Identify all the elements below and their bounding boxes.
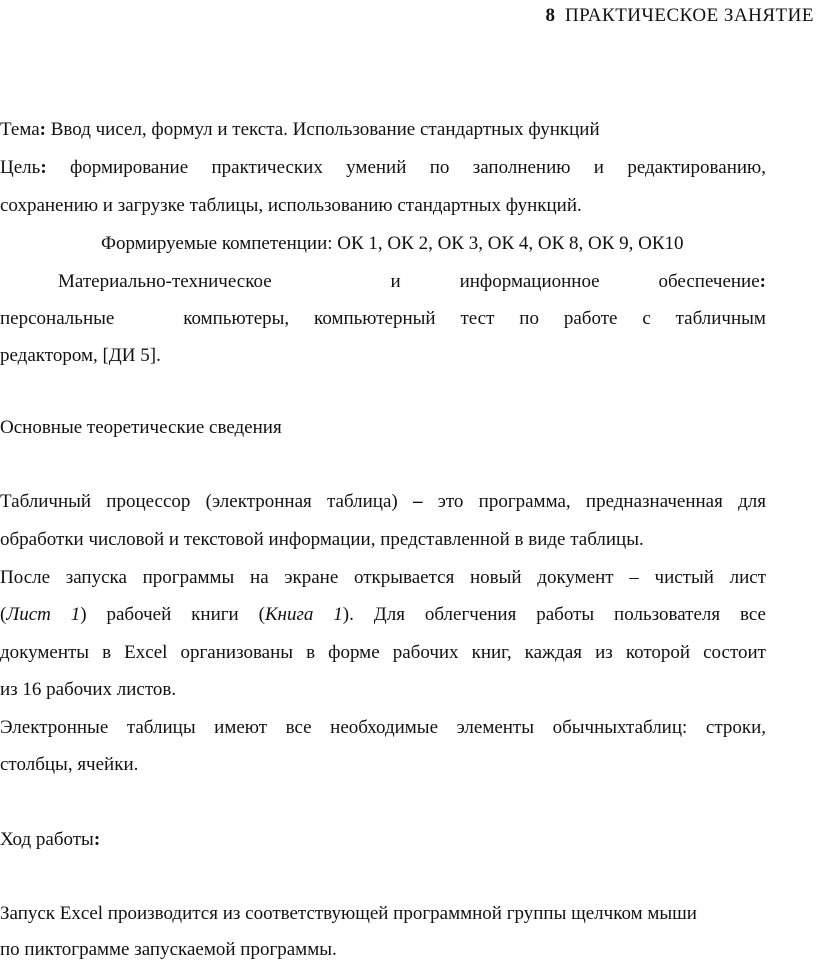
progress-heading-text: Ход работы [0, 829, 94, 850]
sheet-name: Лист 1 [6, 604, 81, 625]
progress-heading [0, 828, 766, 852]
support-line2-word-3: компьютерный [314, 308, 436, 329]
page-header [545, 4, 814, 28]
support-line-3: редактором, [ДИ 5]. [0, 345, 161, 366]
theory-p3-line-1: Электронные таблицы имеют все необходимые элементы обычныхтаблиц: строки, [0, 717, 766, 738]
theory-p1-line-2: обработки числовой и текстовой информации, представленной в виде таблицы. [0, 529, 644, 550]
support-colon: : [759, 271, 766, 292]
goal-colon: : [40, 157, 47, 178]
theory-p1-text-b: это программа, предназначенная для [422, 491, 766, 512]
lesson-number: 8 [545, 5, 555, 26]
theory-p2-line-3: документы в Excel организованы в форме рабочих книг, каждая из которой состоит [0, 642, 766, 663]
support-line2-word-4: тест [460, 308, 495, 329]
book-name: Книга 1 [264, 604, 343, 625]
theory-p2-line-1: После запуска программы на экране открывается новый документ – чистый лист [0, 567, 766, 588]
support-line2-word-1: персональные [0, 308, 115, 329]
theory-p2-open-paren: ( [0, 604, 7, 625]
progress-heading-colon: : [93, 829, 101, 850]
support-line2-word-5: по [519, 308, 539, 329]
competencies-line: Формируемые компетенции: ОК 1, ОК 2, ОК 3, ОК 4, ОК 8, ОК 9, ОК10 [101, 233, 684, 254]
theory-p2-mid: ) рабочей книги ( [80, 604, 265, 625]
topic-label: Тема [0, 119, 40, 140]
topic-line [0, 118, 766, 142]
progress-line-1: Запуск Excel производится из соответствующей программной группы щелчком мыши [0, 903, 697, 924]
topic-text: Ввод чисел, формул и текста. Использование стандартных функций [45, 119, 600, 140]
goal-label: Цель [0, 157, 41, 178]
progress-line-2: по пиктограмме запускаемой программы. [0, 939, 337, 960]
theory-heading: Основные теоретические сведения [0, 417, 282, 438]
support-line2-word-6: работе [563, 308, 618, 329]
topic-colon: : [39, 119, 46, 140]
support-word-4: обеспечение [658, 271, 760, 292]
theory-p2-line-4: из 16 рабочих листов. [0, 679, 177, 700]
goal-text-1: формирование практических умений по заполнению и редактированию, [46, 157, 766, 178]
support-line-1 [58, 270, 766, 294]
theory-p1-text-a: Табличный процессор (электронная таблица) [0, 491, 413, 512]
theory-p3-line-2: столбцы, ячейки. [0, 754, 139, 775]
support-line-2 [0, 307, 766, 331]
support-line2-word-8: табличным [675, 308, 766, 329]
support-line2-word-2: компьютеры, [183, 308, 290, 329]
theory-p1-dash: – [412, 491, 423, 512]
support-word-1: Материально-техническое [58, 271, 272, 292]
theory-p2-end: ). Для облегчения работы пользователя все [342, 604, 766, 625]
theory-p1-line-1 [0, 490, 766, 514]
lesson-title: ПРАКТИЧЕСКОЕ ЗАНЯТИЕ [564, 5, 814, 26]
goal-line-1 [0, 156, 766, 180]
goal-line-2: сохранению и загрузке таблицы, использованию стандартных функций. [0, 195, 582, 216]
support-word-2: и [390, 271, 401, 292]
theory-p2-line-2 [0, 603, 766, 627]
support-word-3: информационное [459, 271, 600, 292]
support-line2-word-7: с [642, 308, 651, 329]
